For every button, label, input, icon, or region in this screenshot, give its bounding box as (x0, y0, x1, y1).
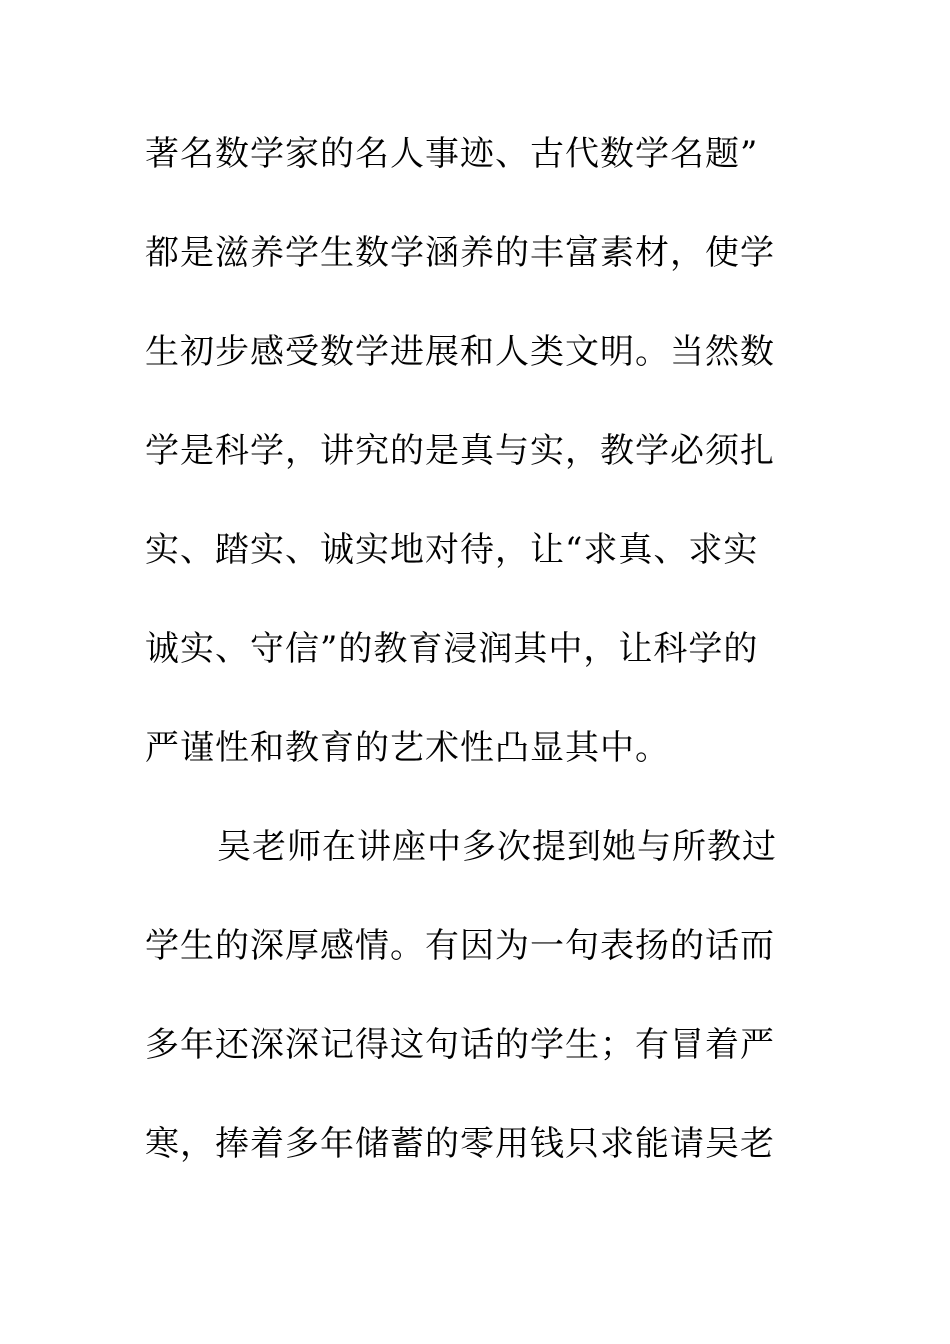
text-line: 学是科学，讲究的是真与实，教学必须扎 (145, 431, 775, 471)
text-line: 生初步感受数学进展和人类文明。当然数 (145, 332, 775, 372)
body-text (145, 124, 815, 1213)
text-line: 严谨性和教育的艺术性凸显其中。 (145, 728, 670, 768)
text-line: 诚实、守信”的教育浸润其中，让科学的 (145, 629, 759, 669)
text-line: 实、踏实、诚实地对待，让“求真、求实 (145, 530, 759, 570)
text-line: 寒，捧着多年储蓄的零用钱只求能请吴老 (145, 1124, 775, 1164)
text-line: 学生的深厚感情。有因为一句表扬的话而 (145, 926, 775, 966)
text-line: 都是滋养学生数学涵养的丰富素材，使学 (145, 233, 775, 273)
paragraph-start-line: 吴老师在讲座中多次提到她与所教过 (217, 827, 777, 867)
text-line: 多年还深深记得这句话的学生；有冒着严 (145, 1025, 775, 1065)
text-line: 著名数学家的名人事迹、古代数学名题” (145, 134, 759, 174)
